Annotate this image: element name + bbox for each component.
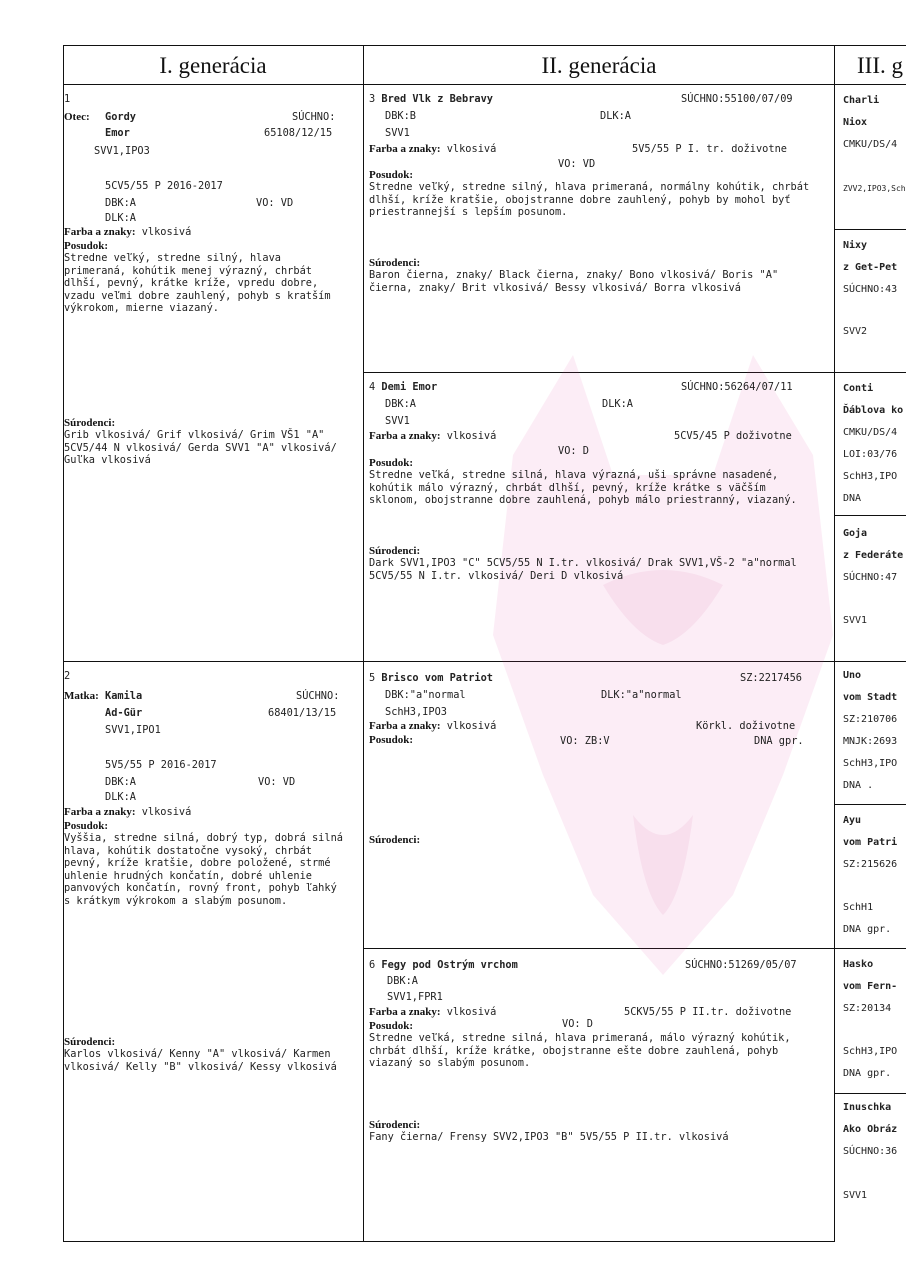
gen3-reg-2: LOI:03/76 bbox=[843, 449, 898, 460]
g3-siblings: Baron čierna, znaky/ Black čierna, znaky/ Bono vlkosivá/ Boris "A" čierna, znaky/ Brit vlkosivá/ Bessy vlkosivá/ Borra vlkosivá bbox=[369, 269, 779, 294]
grandsire-maternal-cell bbox=[369, 662, 831, 948]
gen3-reg: CMKU/DS/4 bbox=[843, 139, 898, 150]
g5-reg: SZ:2217456 bbox=[740, 672, 802, 684]
sire-label: Otec: bbox=[64, 111, 90, 123]
g4-color: vlkosivá bbox=[446, 430, 497, 442]
g3-dbk: DBK:B bbox=[385, 110, 416, 122]
g6-color: vlkosivá bbox=[446, 1006, 497, 1018]
granddam-paternal-cell bbox=[369, 373, 831, 661]
gen3-kennel: z Get-Pet bbox=[843, 262, 898, 273]
g5-dlk: DLK:"a"normal bbox=[601, 689, 682, 701]
g4-number: 4 bbox=[369, 381, 376, 393]
dam-kennel: Ad-Gür bbox=[105, 707, 143, 719]
g6-review: Stredne veľká, stredne silná, hlava primeraná, málo výrazný kohútik, chrbát dlhší, kríže krátke, obojstranne ešte dobre zauhlená, pohyb viazaný so slabým posunom. bbox=[369, 1032, 791, 1070]
dam-reg-number: 68401/13/15 bbox=[268, 707, 337, 719]
gen3-reg: CMKU/DS/4 bbox=[843, 427, 898, 438]
table-border-bottom bbox=[63, 1241, 835, 1242]
gen3-kennel: vom Patri bbox=[843, 837, 898, 848]
sire-dbk: DBK:A bbox=[105, 197, 136, 209]
gen3-kennel: vom Fern- bbox=[843, 981, 898, 992]
g6-color-label: Farba a znaky: bbox=[369, 1006, 441, 1018]
gen3-dna: DNA gpr. bbox=[843, 924, 892, 935]
dam-dlk: DLK:A bbox=[105, 791, 136, 803]
gen3-cell bbox=[835, 949, 906, 1093]
dam-number: 2 bbox=[64, 670, 71, 682]
gen3-cell bbox=[835, 516, 906, 661]
sire-show: 5CV5/55 P 2016-2017 bbox=[105, 180, 223, 192]
gen3-kennel: z Federáte bbox=[843, 550, 904, 561]
sire-name: Gordy bbox=[105, 111, 136, 123]
g5-review-label: Posudok: bbox=[369, 734, 414, 746]
gen3-cell bbox=[835, 85, 906, 229]
sire-siblings-label: Súrodenci: bbox=[64, 417, 116, 429]
g6-vo: VO: D bbox=[562, 1018, 593, 1030]
dam-review: Vyššia, stredne silná, dobrý typ, dobrá silná hlava, kohútik dostatočne vysoký, chrbát pevný, kríže kratšie, dobre položené, strmé uhlenie hrudných končatín, dobré uhlenie panvových končatín, rovný front, pohyb ľahký s krátkym výkrokom a slabým posunom. bbox=[64, 832, 343, 907]
g5-titles: SchH3,IPO3 bbox=[385, 706, 447, 718]
g6-siblings: Fany čierna/ Frensy SVV2,IPO3 "B" 5V5/55 P II.tr. vlkosivá bbox=[369, 1131, 729, 1143]
g5-number: 5 bbox=[369, 672, 376, 684]
gen3-name: Hasko bbox=[843, 959, 874, 970]
g3-titles: SVV1 bbox=[385, 127, 410, 139]
g3-review: Stredne veľký, stredne silný, hlava primeraná, normálny kohútik, chrbát dlhší, kríže kratšie, obojstranne dobre zauhlený, pohyb by mohol byť priestrannejší s lepším posunom. bbox=[369, 181, 810, 219]
gen3-cell bbox=[835, 1094, 906, 1241]
dam-titles: SVV1,IPO1 bbox=[105, 724, 161, 736]
g5-vo: VO: ZB:V bbox=[560, 735, 610, 747]
pedigree-table bbox=[63, 45, 906, 1242]
gen3-name: Ayu bbox=[843, 815, 862, 826]
gen3-kennel: vom Stadt bbox=[843, 692, 898, 703]
gen3-cell bbox=[835, 230, 906, 372]
gen3-titles: SVV1 bbox=[843, 1190, 868, 1201]
sire-siblings: Grib vlkosivá/ Grif vlkosivá/ Grim VŠ1 "A" 5CV5/44 N vlkosivá/ Gerda SVV1 "A" vlkosivá/ Guľka vlkosivá bbox=[64, 429, 337, 467]
dam-color-label: Farba a znaky: bbox=[64, 806, 136, 818]
g4-dlk: DLK:A bbox=[602, 398, 633, 410]
gen3-titles: SchH3,IPO bbox=[843, 758, 898, 769]
header-generation-2: II. generácia bbox=[541, 53, 657, 78]
g3-reg: SÚCHNO:55100/07/09 bbox=[681, 93, 793, 105]
g6-reg: SÚCHNO:51269/05/07 bbox=[685, 959, 797, 971]
g4-name: Demi Emor bbox=[381, 381, 438, 393]
g5-dbk: DBK:"a"normal bbox=[385, 689, 466, 701]
g3-color-label: Farba a znaky: bbox=[369, 143, 441, 155]
sire-vo: VO: VD bbox=[256, 197, 294, 209]
dam-reg-label: SÚCHNO: bbox=[296, 690, 340, 702]
gen3-dna: DNA gpr. bbox=[843, 1068, 892, 1079]
gen3-titles: SchH3,IPO bbox=[843, 471, 898, 482]
g6-show: 5CKV5/55 P II.tr. doživotne bbox=[624, 1006, 792, 1018]
g4-color-label: Farba a znaky: bbox=[369, 430, 441, 442]
g4-vo: VO: D bbox=[558, 445, 589, 457]
gen3-reg: SZ:20134 bbox=[843, 1003, 892, 1014]
g3-show: 5V5/55 P I. tr. doživotne bbox=[632, 143, 787, 155]
g4-titles: SVV1 bbox=[385, 415, 410, 427]
dam-dbk: DBK:A bbox=[105, 776, 136, 788]
gen3-name: Inuschka bbox=[843, 1102, 892, 1113]
g5-siblings-label: Súrodenci: bbox=[369, 834, 421, 846]
g6-siblings-label: Súrodenci: bbox=[369, 1119, 421, 1131]
gen3-cell bbox=[835, 662, 906, 804]
g5-show: Körkl. doživotne bbox=[696, 720, 796, 732]
g4-show: 5CV5/45 P doživotne bbox=[674, 430, 792, 442]
g3-name: Bred Vlk z Bebravy bbox=[381, 93, 493, 105]
gen3-titles: SVV1 bbox=[843, 615, 868, 626]
gen3-titles: SchH1 bbox=[843, 902, 874, 913]
header-generation-1: I. generácia bbox=[159, 53, 267, 78]
sire-color: vlkosivá bbox=[141, 226, 192, 238]
g6-dbk: DBK:A bbox=[387, 975, 418, 987]
dam-label: Matka: bbox=[64, 690, 99, 702]
dam-siblings: Karlos vlkosivá/ Kenny "A" vlkosivá/ Karmen vlkosivá/ Kelly "B" vlkosivá/ Kessy vlkosivá bbox=[64, 1048, 337, 1073]
gen3-titles: SchH3,IPO bbox=[843, 1046, 898, 1057]
gen3-name: Charli bbox=[843, 95, 880, 106]
col-divider-1 bbox=[363, 45, 364, 1242]
gen3-reg: SZ:215626 bbox=[843, 859, 898, 870]
sire-review-label: Posudok: bbox=[64, 240, 109, 252]
g3-siblings-label: Súrodenci: bbox=[369, 257, 421, 269]
gen3-kennel: Ako Obráz bbox=[843, 1124, 898, 1135]
header-generation-3: III. g bbox=[857, 53, 903, 78]
gen3-reg: SÚCHNO:36 bbox=[843, 1146, 898, 1157]
g6-number: 6 bbox=[369, 959, 376, 971]
gen3-reg: SZ:210706 bbox=[843, 714, 898, 725]
gen3-kennel: Niox bbox=[843, 117, 868, 128]
g3-review-label: Posudok: bbox=[369, 169, 414, 181]
dam-vo: VO: VD bbox=[258, 776, 296, 788]
dam-siblings-label: Súrodenci: bbox=[64, 1036, 116, 1048]
sire-review: Stredne veľký, stredne silný, hlava primeraná, kohútik menej výrazný, chrbát dlhší, pevný, krátke kríže, vpredu dobre, vzadu veľmi dobre zauhlený, pohyb s kratším výkrokom, mierne viazaný. bbox=[64, 252, 331, 315]
gen3-cell bbox=[835, 373, 906, 515]
gen3-name: Nixy bbox=[843, 240, 868, 251]
sire-titles: SVV1,IPO3 bbox=[94, 145, 150, 157]
gen3-kennel: Ďáblova ko bbox=[843, 405, 904, 416]
sire-reg-number: 65108/12/15 bbox=[264, 127, 333, 139]
dam-show: 5V5/55 P 2016-2017 bbox=[105, 759, 217, 771]
g4-review-label: Posudok: bbox=[369, 457, 414, 469]
g4-reg: SÚCHNO:56264/07/11 bbox=[681, 381, 793, 393]
sire-reg-label: SÚCHNO: bbox=[292, 111, 336, 123]
g3-number: 3 bbox=[369, 93, 376, 105]
gen3-cell bbox=[835, 805, 906, 948]
gen3-name: Goja bbox=[843, 528, 868, 539]
sire-dlk: DLK:A bbox=[105, 212, 136, 224]
g5-name: Brisco vom Patriot bbox=[381, 672, 493, 684]
sire-number: 1 bbox=[64, 93, 71, 105]
gen3-dna: DNA . bbox=[843, 780, 874, 791]
gen3-reg: SÚCHNO:47 bbox=[843, 572, 898, 583]
g6-name: Fegy pod Ostrým vrchom bbox=[381, 959, 518, 971]
granddam-maternal-cell bbox=[369, 949, 831, 1241]
g3-vo: VO: VD bbox=[558, 158, 596, 170]
dam-name: Kamila bbox=[105, 690, 143, 702]
g3-color: vlkosivá bbox=[446, 143, 497, 155]
dam-color: vlkosivá bbox=[141, 806, 192, 818]
g4-siblings: Dark SVV1,IPO3 "C" 5CV5/55 N I.tr. vlkosivá/ Drak SVV1,VŠ-2 "a"normal 5CV5/55 N I.tr. vlkosivá/ Deri D vlkosivá bbox=[369, 557, 797, 582]
g4-review: Stredne veľká, stredne silná, hlava výrazná, uši správne nasadené, kohútik málo výrazný, chrbát dlhší, pevný, kríže krátke s väčším sklonom, obojstranne dobre zauhlená, pohyb málo priestranný, viazaný. bbox=[369, 469, 797, 507]
g6-review-label: Posudok: bbox=[369, 1020, 414, 1032]
gen3-dna: DNA bbox=[843, 493, 862, 504]
sire-cell bbox=[64, 85, 363, 661]
g4-siblings-label: Súrodenci: bbox=[369, 545, 421, 557]
gen3-reg: SÚCHNO:43 bbox=[843, 284, 898, 295]
dam-review-label: Posudok: bbox=[64, 820, 109, 832]
g5-color-label: Farba a znaky: bbox=[369, 720, 441, 732]
g5-color: vlkosivá bbox=[446, 720, 497, 732]
sire-kennel: Emor bbox=[105, 127, 130, 139]
gen3-name: Uno bbox=[843, 670, 862, 681]
g3-dlk: DLK:A bbox=[600, 110, 631, 122]
sire-color-label: Farba a znaky: bbox=[64, 226, 136, 238]
g5-dna: DNA gpr. bbox=[754, 735, 804, 747]
gen3-reg-2: MNJK:2693 bbox=[843, 736, 898, 747]
dam-cell bbox=[64, 662, 363, 1241]
grandsire-paternal-cell bbox=[369, 85, 831, 372]
gen3-titles: ZVV2,IPO3,Sch bbox=[843, 184, 906, 193]
g6-titles: SVV1,FPR1 bbox=[387, 991, 443, 1003]
gen3-titles: SVV2 bbox=[843, 326, 868, 337]
gen3-name: Conti bbox=[843, 383, 874, 394]
g4-dbk: DBK:A bbox=[385, 398, 416, 410]
